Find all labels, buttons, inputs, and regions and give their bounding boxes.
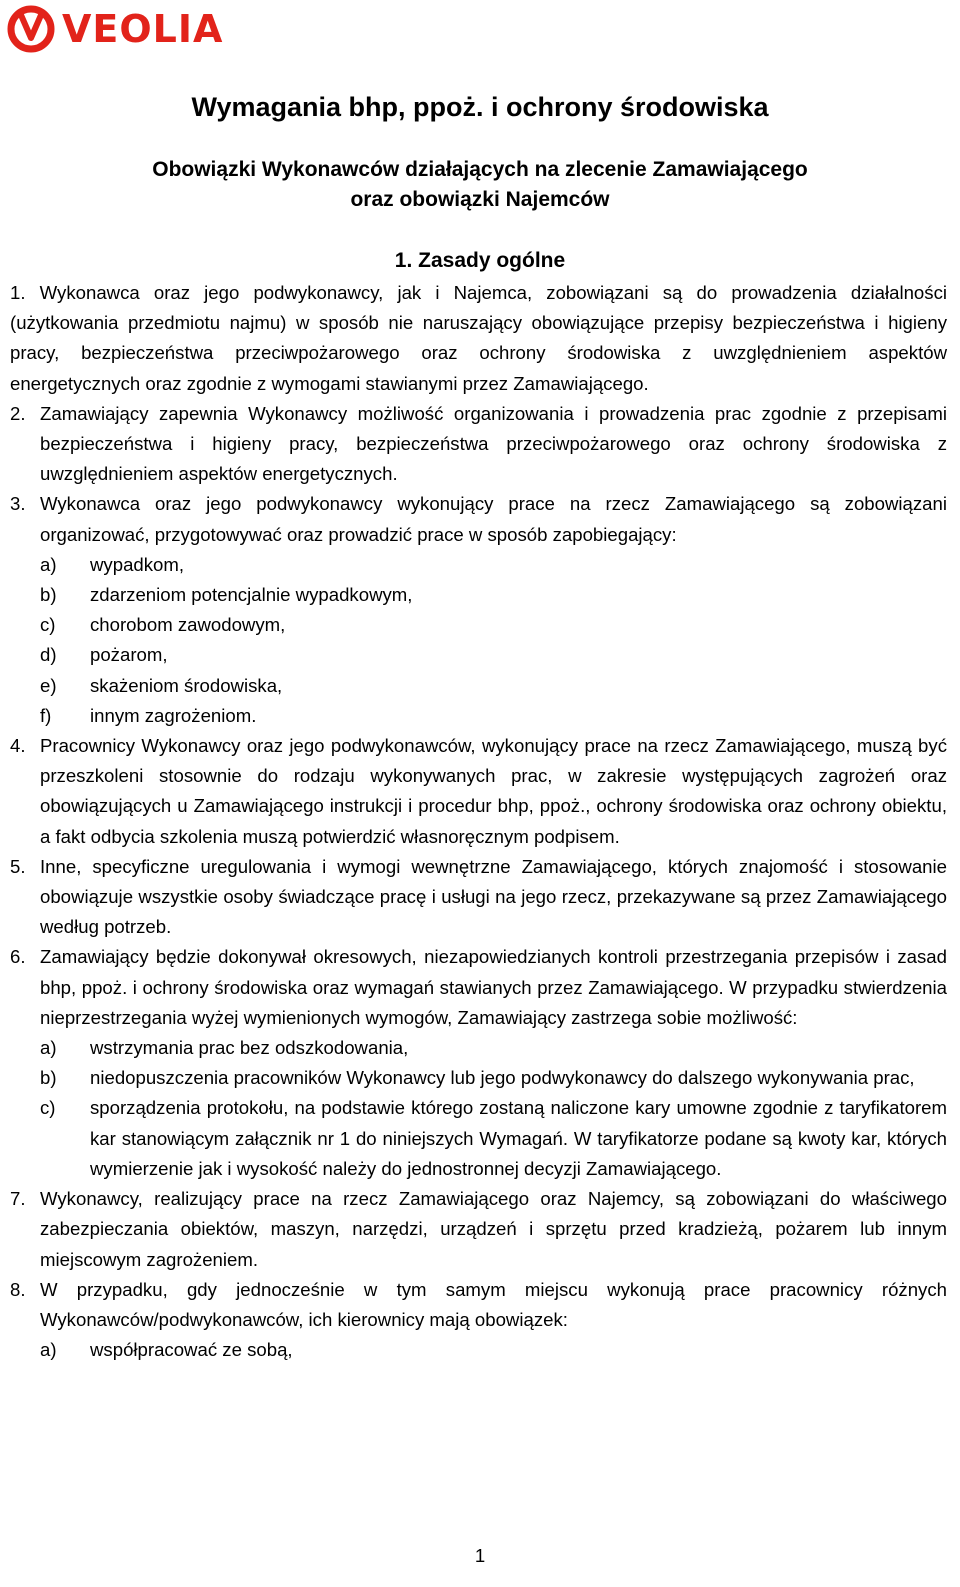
sub-text: sporządzenia protokołu, na podstawie którego zostaną naliczone kary umowne zgodnie z taryfikatorem kar stanowiącym załącznik nr 1 do niniejszych Wymagań. W taryfikatorze podane są kwoty kar, których wymierzenie jak i wysokość należy do jednostronnej decyzji Zamawiającego. [90,1097,947,1179]
item-text: Wykonawcy, realizujący prace na rzecz Zamawiającego oraz Najemcy, są zobowiązani do właściwego zabezpieczania obiektów, maszyn, narzędzi, urządzeń i sprzętu przed kradzieżą, pożarem lub innym miejscowym zagrożeniem. [40,1188,947,1270]
page-number: 1 [474,1545,486,1566]
item-number: 5. [10,855,26,877]
sub-item [10,550,947,580]
item-number: 2. [10,402,26,424]
subtitle-line-2: oraz obowiązki Najemców [350,188,610,211]
item-number: 1. [10,282,26,303]
sub-text: chorobom zawodowym, [90,614,286,636]
sub-item [10,610,947,640]
sub-letter: e) [40,674,57,696]
sub-item [10,1093,947,1184]
sub-item [10,640,947,670]
item-text: Pracownicy Wykonawcy oraz jego podwykonawców, wykonujący prace na rzecz Zamawiającego, muszą być przeszkoleni stosownie do rodzaju wykonywanych prac, w zakresie występujących zagrożeń oraz obowiązujących u Zamawiającego instrukcji i procedur bhp, ppoż., ochrony środowiska oraz ochrony obiektu, a fakt odbycia szkolenia muszą potwierdzić własnoręcznym podpisem. [40,735,947,847]
sub-item [10,1335,947,1365]
sub-letter: b) [40,1067,57,1089]
sub-item [10,1063,947,1093]
sub-letter: d) [40,644,57,666]
item-number: 4. [10,735,26,757]
sub-text: pożarom, [90,644,168,666]
sub-text: wypadkom, [90,553,185,575]
page-subtitle [0,155,960,215]
sub-letter: a) [40,553,57,575]
list-item [10,1184,947,1275]
veolia-logo [6,4,223,54]
item-number: 7. [10,1188,26,1210]
sub-letter: a) [40,1037,57,1059]
item-text: Inne, specyficzne uregulowania i wymogi wewnętrzne Zamawiającego, których znajomość i stosowanie obowiązuje wszystkie osoby świadczące pracę i usługi na jego rzecz, przekazywane są przez Zamawiającego według potrzeb. [40,855,947,938]
page-title: Wymagania bhp, ppoż. i ochrony środowiska [191,92,769,122]
document-body [10,278,947,1365]
item-number: 3. [10,493,26,515]
sub-item [10,701,947,731]
sub-letter: c) [40,1097,56,1119]
item-text: Zamawiający będzie dokonywał okresowych, niezapowiedzianych kontroli przestrzegania przepisów i zasad bhp, ppoż. i ochrony środowiska oraz wymagań stawianych przez Zamawiającego. W przypadku stwierdzenia nieprzestrzegania wyżej wymienionych wymogów, Zamawiający zastrzega sobie możliwość: [40,946,947,1028]
item-text: Wykonawca oraz jego podwykonawcy wykonujący prace na rzecz Zamawiającego są zobowiązani organizować, przygotowywać oraz prowadzić prace w sposób zapobiegający: [40,493,947,545]
list-item [10,489,947,549]
sub-letter: a) [40,1339,57,1361]
subtitle-line-1: Obowiązki Wykonawców działających na zlecenie Zamawiającego [152,158,808,181]
sub-text: współpracować ze sobą, [90,1339,293,1361]
sub-item [10,671,947,701]
list-item [10,1275,947,1335]
sub-text: zdarzeniom potencjalnie wypadkowym, [90,584,413,606]
sub-text: niedopuszczenia pracowników Wykonawcy lub jego podwykonawcy do dalszego wykonywania prac, [90,1067,915,1089]
list-item [10,731,947,852]
veolia-logo-icon [6,4,56,54]
list-item [10,942,947,1033]
section-heading: 1. Zasady ogólne [394,249,566,272]
sub-letter: c) [40,614,56,636]
sub-item [10,1033,947,1063]
logo-wordmark: VEOLIA [62,7,224,51]
sub-text: skażeniom środowiska, [90,674,283,696]
sub-letter: b) [40,584,57,606]
sub-item [10,580,947,610]
sub-text: wstrzymania prac bez odszkodowania, [90,1037,409,1059]
sub-letter: f) [40,704,52,726]
item-number: 6. [10,946,26,968]
list-item [10,852,947,943]
list-item [10,399,947,490]
list-item [10,278,947,399]
item-number: 8. [10,1278,26,1300]
item-text: Zamawiający zapewnia Wykonawcy możliwość organizowania i prowadzenia prac zgodnie z przepisami bezpieczeństwa i higieny pracy, bezpieczeństwa przeciwpożarowego oraz ochrony środowiska z uwzględnieniem aspektów energetycznych. [40,402,947,485]
item-text: W przypadku, gdy jednocześnie w tym samym miejscu wykonują prace pracownicy różnych Wykonawców/podwykonawców, ich kierownicy mają obowiązek: [40,1278,947,1330]
sub-text: innym zagrożeniom. [90,704,257,726]
item-text: Wykonawca oraz jego podwykonawcy, jak i Najemca, zobowiązani są do prowadzenia działalności (użytkowania przedmiotu najmu) w sposób nie naruszający obowiązujące przepisy bezpieczeństwa i higieny pracy, bezpieczeństwa przeciwpożarowego oraz ochrony środowiska z uwzględnieniem aspektów energetycznych oraz zgodnie z wymogami stawianymi przez Zamawiającego. [10,282,947,394]
